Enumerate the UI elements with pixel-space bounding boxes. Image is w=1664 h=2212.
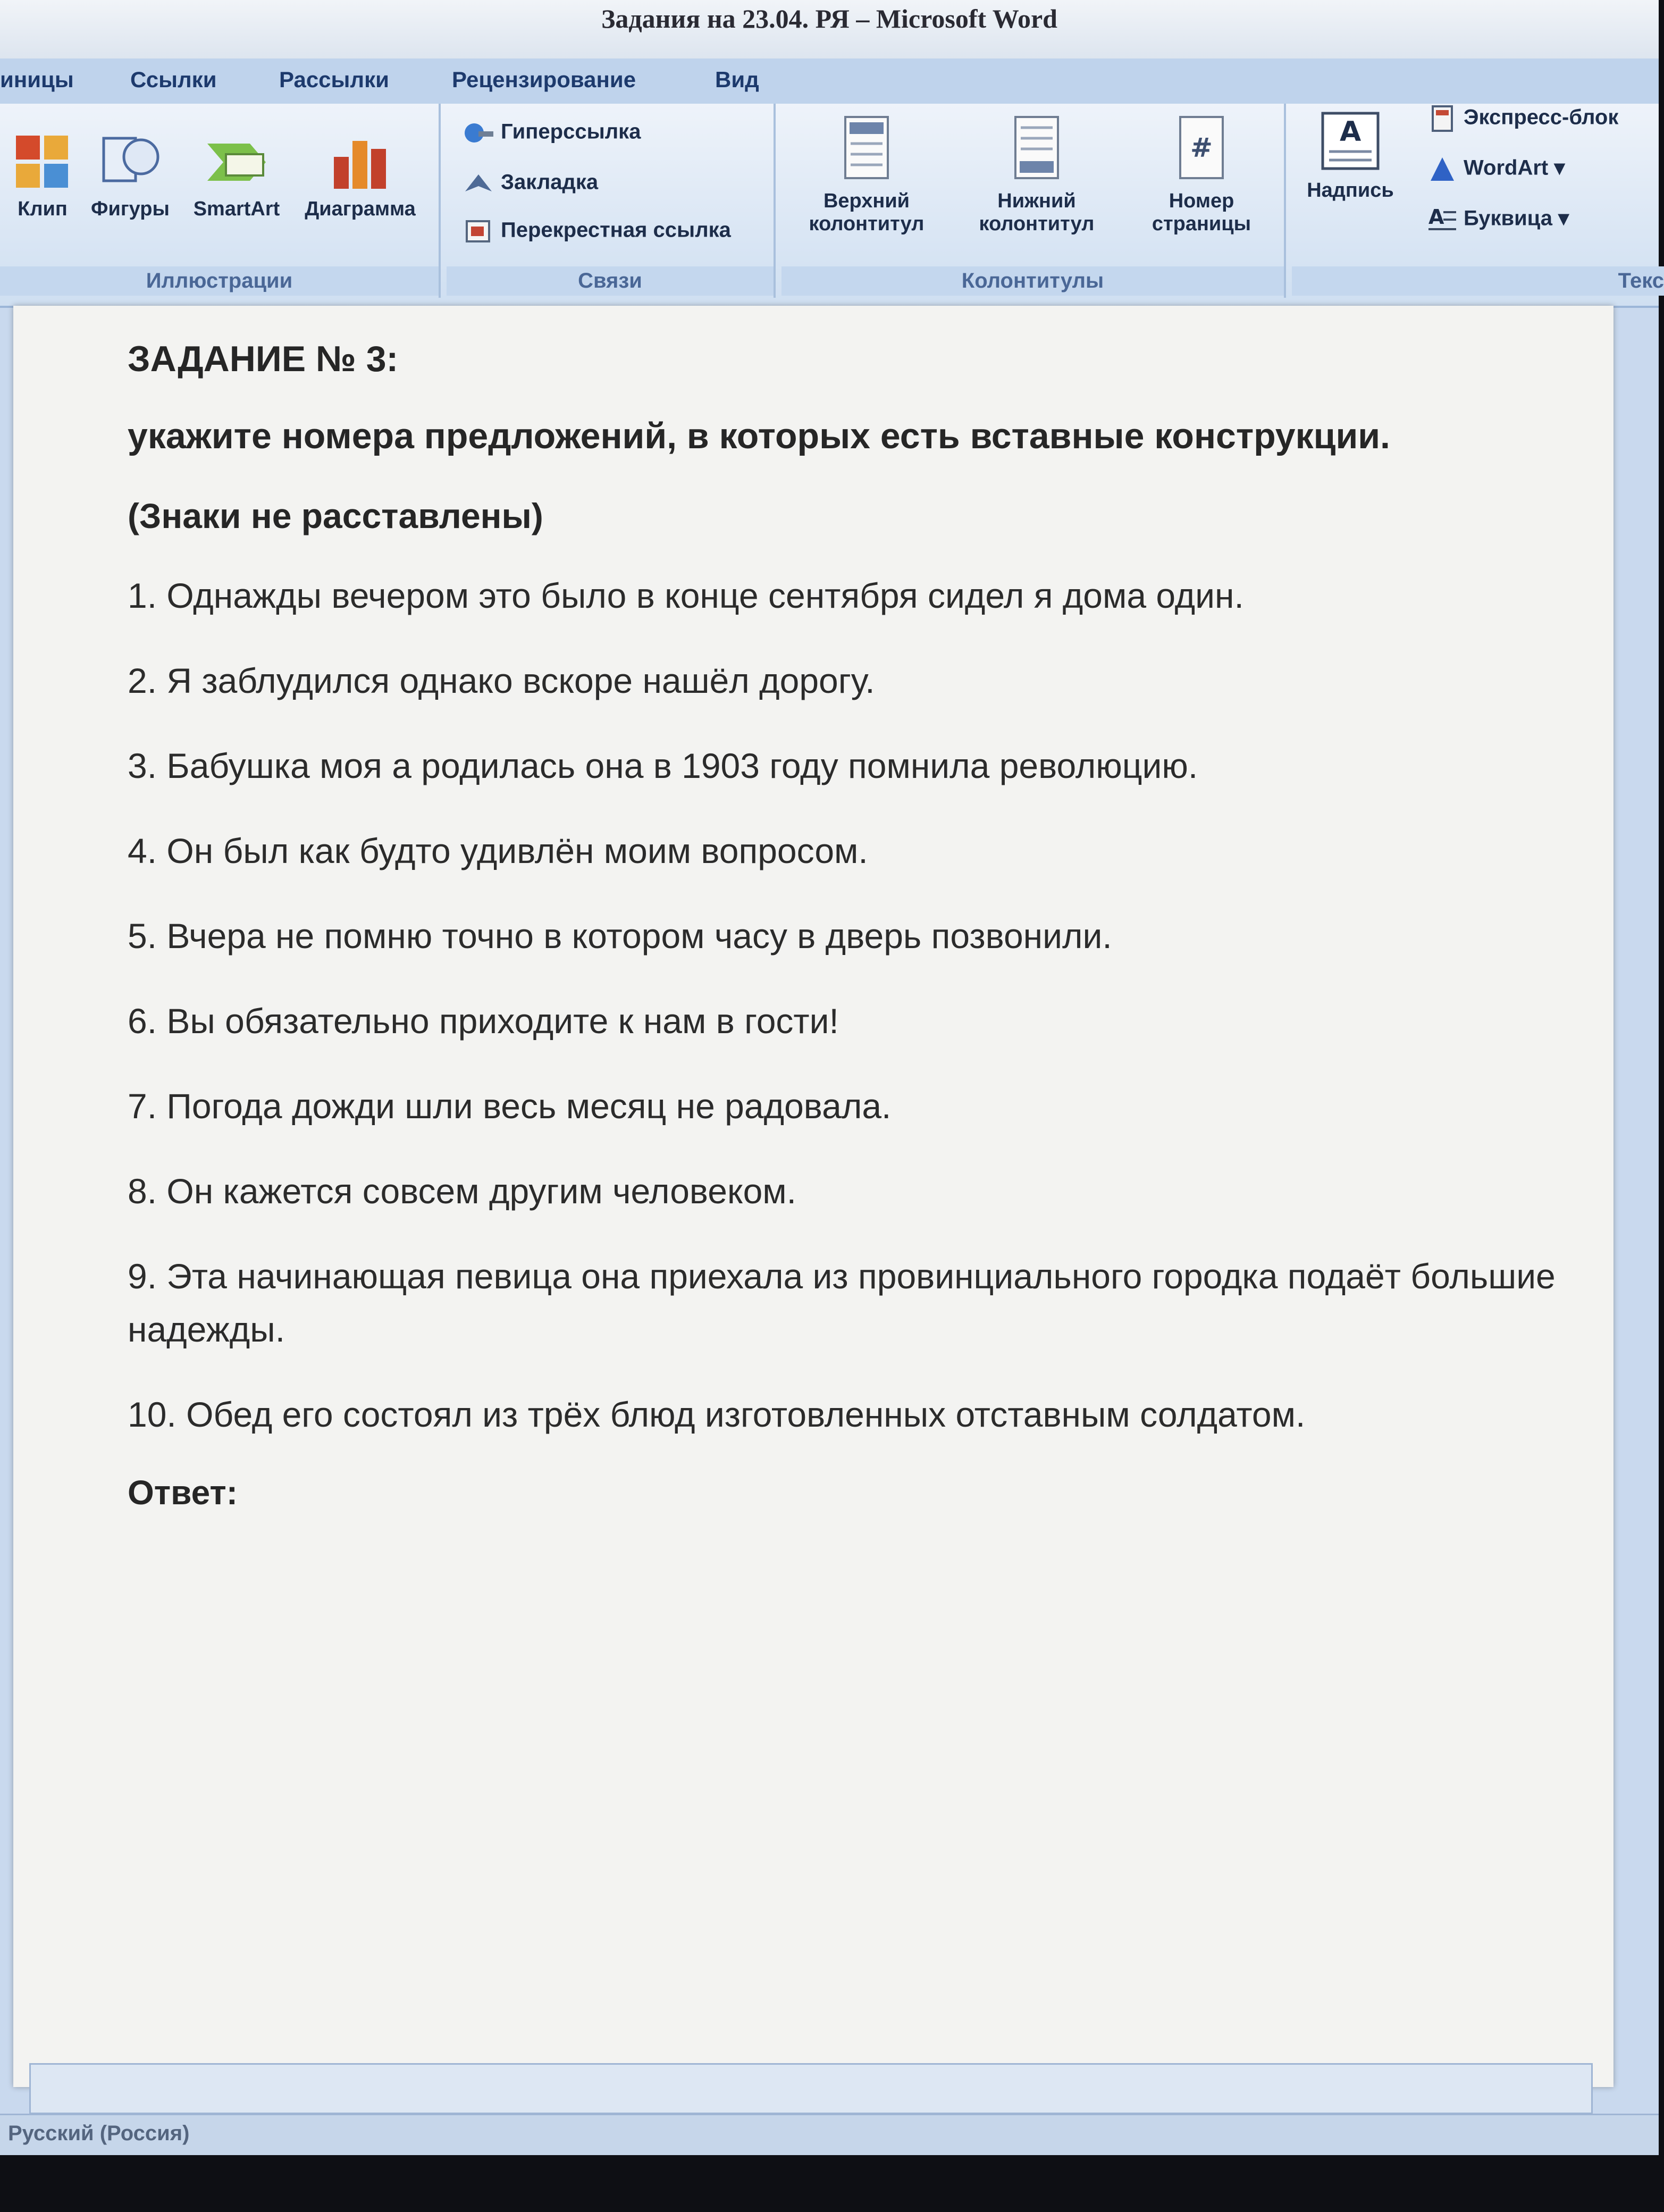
footer-button[interactable] <box>957 114 1116 236</box>
links-group-label: Связи <box>447 266 774 296</box>
sentence-5: 5. Вчера не помню точно в котором часу в дверь позвонили. <box>128 916 1112 956</box>
sentence-3: 3. Бабушка моя а родилась она в 1903 году помнила революцию. <box>128 746 1198 785</box>
chart-button[interactable] <box>290 133 431 221</box>
sentence-9: 9. Эта начинающая певица она приехала из провинциального городка подаёт большие надежды. <box>128 1256 1556 1349</box>
horizontal-scrollbar[interactable] <box>29 2063 1593 2114</box>
wordart-icon <box>1427 154 1457 184</box>
answer-label: Ответ: <box>128 1473 238 1512</box>
hyperlink-button[interactable] <box>463 120 641 146</box>
title-bar <box>0 0 1659 58</box>
wordart-button[interactable] <box>1427 154 1565 184</box>
chart-icon <box>329 133 392 191</box>
sentence-10: 10. Обед его состоял из трёх блюд изготовленных отставным солдатом. <box>128 1395 1306 1434</box>
drop-cap-dropdown-icon[interactable]: ▾ <box>1558 206 1569 230</box>
shapes-label: Фигуры <box>91 198 170 220</box>
text-group-label: Текс <box>1292 266 1664 296</box>
page-number-button[interactable] <box>1127 114 1276 236</box>
ribbon-tabs <box>0 58 1659 106</box>
clip-label: Клип <box>18 198 68 220</box>
drop-cap-label: Буквица <box>1464 206 1552 230</box>
clip-button[interactable] <box>5 133 80 221</box>
footer-label: Нижний колонтитул <box>979 190 1095 235</box>
tab-page-layout[interactable]: иницы <box>0 67 74 92</box>
document-body <box>128 338 1584 1512</box>
smartart-button[interactable] <box>183 133 290 221</box>
quick-parts-label: Экспресс-блок <box>1464 105 1619 129</box>
svg-text:A: A <box>1340 116 1362 148</box>
header-label: Верхний колонтитул <box>809 190 925 235</box>
tab-view[interactable]: Вид <box>715 67 759 92</box>
shapes-button[interactable] <box>85 133 175 221</box>
chart-label: Диаграмма <box>305 198 416 220</box>
group-header-footer <box>781 104 1286 298</box>
textbox-button[interactable] <box>1292 109 1409 202</box>
tab-references[interactable]: Ссылки <box>130 67 217 92</box>
bookmark-icon <box>463 170 494 197</box>
group-links <box>447 104 776 298</box>
task-note: (Знаки не расставлены) <box>128 496 543 535</box>
sentence-6: 6. Вы обязательно приходите к нам в гости! <box>128 1001 839 1041</box>
sentence-1: 1. Однажды вечером это было в конце сентября сидел я дома один. <box>128 576 1244 615</box>
page-number-label: Номер страницы <box>1152 190 1251 235</box>
svg-text:A: A <box>1428 205 1444 229</box>
smartart-icon <box>202 133 271 191</box>
tab-review[interactable]: Рецензирование <box>452 67 636 92</box>
ribbon <box>0 104 1664 308</box>
quick-parts-icon <box>1427 104 1457 133</box>
bookmark-button[interactable] <box>463 170 598 197</box>
task-heading: ЗАДАНИЕ № 3: <box>128 339 399 379</box>
bookmark-label: Закладка <box>501 170 599 194</box>
svg-text:#: # <box>1190 132 1213 163</box>
smartart-label: SmartArt <box>193 198 280 220</box>
globe-link-icon <box>463 120 494 146</box>
document-page[interactable] <box>13 306 1613 2087</box>
header-icon <box>840 114 893 183</box>
sentence-8: 8. Он кажется совсем другим человеком. <box>128 1171 796 1211</box>
drop-cap-icon <box>1427 205 1457 234</box>
textbox-icon <box>1318 109 1382 173</box>
cross-reference-icon <box>463 218 494 245</box>
cross-reference-button[interactable] <box>463 218 731 245</box>
hyperlink-label: Гиперссылка <box>501 120 641 144</box>
quick-parts-button[interactable] <box>1427 104 1618 133</box>
tab-mailings[interactable]: Рассылки <box>279 67 389 92</box>
sentence-4: 4. Он был как будто удивлён моим вопросом. <box>128 831 868 870</box>
textbox-label: Надпись <box>1307 179 1394 202</box>
group-text <box>1292 104 1664 298</box>
wordart-label: WordArt <box>1464 156 1549 180</box>
footer-icon <box>1010 114 1063 183</box>
group-illustrations <box>0 104 441 298</box>
shapes-icon <box>98 133 162 191</box>
window-title: Задания на 23.04. РЯ – Microsoft Word <box>601 4 1057 33</box>
status-bar <box>0 2114 1659 2155</box>
illustrations-group-label: Иллюстрации <box>0 266 439 296</box>
wordart-dropdown-icon[interactable]: ▾ <box>1554 156 1565 180</box>
task-instruction: укажите номера предложений, в которых есть вставные конструкции. <box>128 416 1390 456</box>
header-button[interactable] <box>787 114 946 236</box>
sentence-2: 2. Я заблудился однако вскоре нашёл дорогу. <box>128 661 875 700</box>
page-number-icon <box>1175 114 1228 183</box>
cross-reference-label: Перекрестная ссылка <box>501 218 731 242</box>
sentence-7: 7. Погода дожди шли весь месяц не радовала. <box>128 1086 892 1126</box>
drop-cap-button[interactable] <box>1427 205 1569 234</box>
language-indicator[interactable]: Русский (Россия) <box>8 2122 190 2145</box>
clip-art-icon <box>13 133 72 191</box>
header-footer-group-label: Колонтитулы <box>781 266 1284 296</box>
